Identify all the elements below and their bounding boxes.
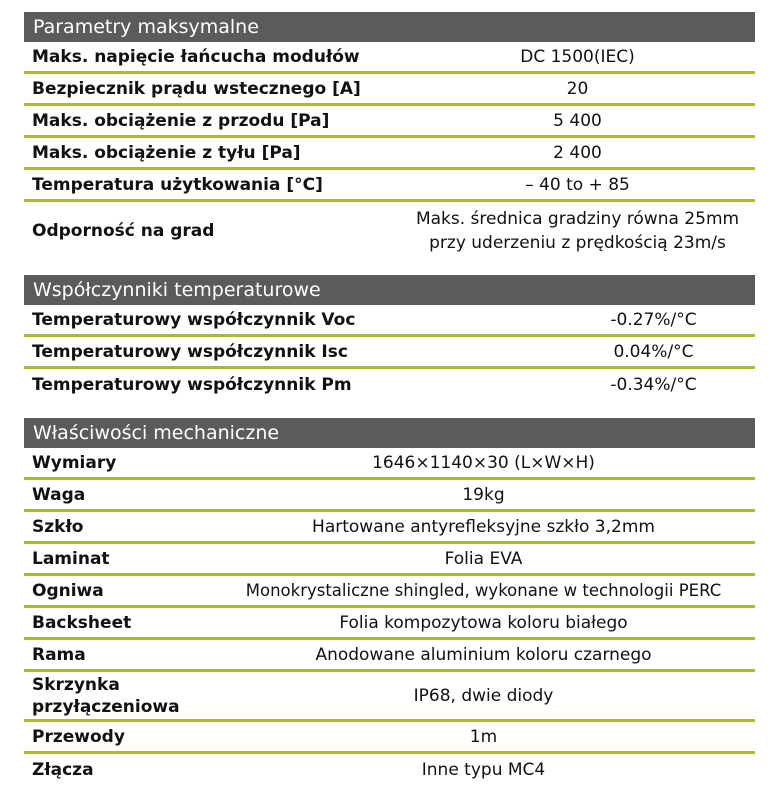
row-value: 2 400: [553, 142, 602, 163]
row-label: Laminat: [32, 548, 110, 569]
table-row: [24, 170, 755, 202]
row-label: Temperaturowy współczynnik Isc: [32, 341, 348, 362]
row-label: Ogniwa: [32, 580, 104, 601]
row-value: Monokrystaliczne shingled, wykonane w technologii PERC: [245, 580, 722, 600]
row-value: Inne typu MC4: [421, 760, 546, 780]
row-label: [24, 674, 182, 718]
row-label: Szkło: [32, 516, 84, 537]
row-value: Folia EVA: [444, 548, 523, 569]
table-row: [24, 576, 755, 608]
row-value: 0.04%/°C: [613, 341, 694, 362]
table-row: [24, 106, 755, 138]
section-header: Właściwości mechaniczne: [24, 418, 755, 448]
row-label: Backsheet: [32, 612, 132, 633]
row-label: Bezpiecznik prądu wstecznego [A]: [32, 78, 361, 99]
row-value: Anodowane aluminium koloru czarnego: [315, 644, 652, 665]
table-row: [24, 337, 755, 369]
section-header: Współczynniki temperaturowe: [24, 275, 755, 305]
row-value: Hartowane antyrefleksyjne szkło 3,2mm: [312, 516, 655, 537]
row-label: Maks. obciążenie z tyłu [Pa]: [32, 142, 301, 163]
row-value: 19kg: [462, 484, 505, 505]
row-label: Wymiary: [32, 452, 117, 473]
row-label: Rama: [32, 644, 86, 665]
section-mechanical-properties: [24, 418, 755, 786]
table-row: [24, 672, 755, 722]
row-value: 5 400: [553, 110, 602, 131]
row-label: Temperaturowy współczynnik Pm: [32, 375, 352, 395]
row-value: Folia kompozytowa koloru białego: [339, 612, 628, 633]
table-row: [24, 74, 755, 106]
table-row: [24, 305, 755, 337]
table-row: [24, 42, 755, 74]
section-temperature-coefficients: [24, 275, 755, 401]
row-label: Temperaturowy współczynnik Voc: [32, 309, 356, 330]
table-row: [24, 608, 755, 640]
section-max-parameters: [24, 12, 755, 260]
value-line: Maks. średnica gradziny równa 25mm: [415, 209, 740, 229]
row-value: – 40 to + 85: [525, 174, 630, 195]
row-value: DC 1500(IEC): [520, 46, 635, 67]
row-value: 1m: [469, 726, 498, 747]
table-row: [24, 448, 755, 480]
label-line: Skrzynka: [32, 674, 120, 695]
table-row: [24, 480, 755, 512]
row-label: Złącza: [32, 760, 94, 780]
row-label: Maks. napięcie łańcucha modułów: [32, 46, 360, 67]
table-row: [24, 640, 755, 672]
section-header: Parametry maksymalne: [24, 12, 755, 42]
table-row: [24, 544, 755, 576]
table-row: [24, 138, 755, 170]
row-label: Maks. obciążenie z przodu [Pa]: [32, 110, 330, 131]
label-line: przyłączeniowa: [32, 696, 180, 717]
table-row: [24, 754, 755, 786]
row-label: Odporność na grad: [32, 221, 215, 241]
row-value: 1646×1140×30 (L×W×H): [372, 452, 595, 473]
row-label: Przewody: [32, 726, 125, 747]
row-label: Waga: [32, 484, 86, 505]
table-row: [24, 202, 755, 260]
row-value: -0.27%/°C: [610, 309, 697, 330]
table-row: [24, 369, 755, 401]
value-line: przy uderzeniu z prędkością 23m/s: [429, 233, 726, 253]
row-value: 20: [566, 78, 589, 99]
table-row: [24, 512, 755, 544]
row-value: IP68, dwie diody: [413, 685, 554, 706]
row-value: [362, 207, 755, 255]
row-value: -0.34%/°C: [610, 375, 697, 395]
table-row: [24, 722, 755, 754]
row-label: Temperatura użytkowania [°C]: [32, 174, 323, 195]
